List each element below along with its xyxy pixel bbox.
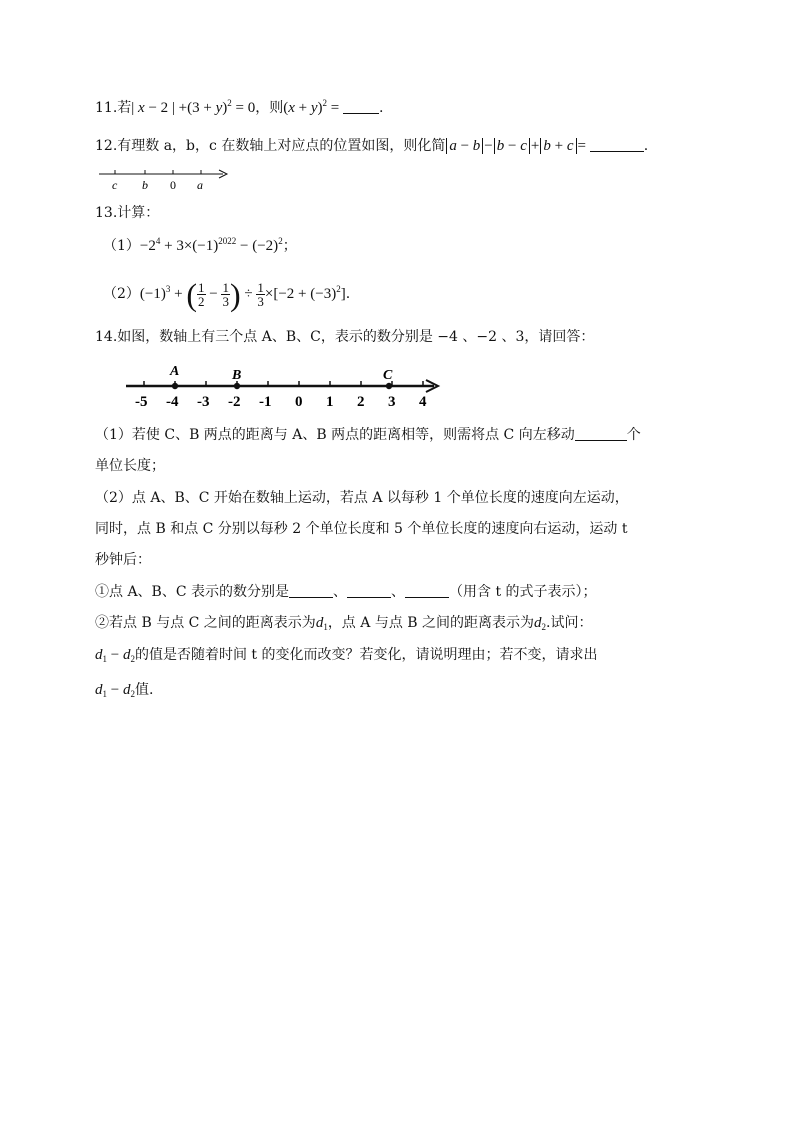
q12-expression: a − b − b − c + b + c = (445, 138, 589, 154)
q14-tick-label-1: -4 (166, 394, 179, 410)
q14-p1-answer-blank[interactable] (575, 426, 627, 441)
q14-s1-blank-c[interactable] (405, 583, 449, 598)
question-14-sub2-line3 (95, 680, 153, 700)
q14-tick-label-6: 1 (326, 394, 334, 410)
question-14-sub2-line2 (95, 645, 598, 665)
q14-s2-text-e: 值. (134, 682, 154, 698)
q14-s2-text-b: ，点 A 与点 B 之间的距离表示为 (327, 615, 535, 631)
question-14-part2-line3: 秒钟后： (95, 552, 151, 568)
q14-s1-suffix: （用含 t 的式子表示）； (449, 584, 597, 600)
q14-s2-text-d: 的值是否随着时间 t 的变化而改变？若变化，请说明理由；若不变，请求出 (134, 647, 598, 663)
q13-part2-expression: $(-1)^3$ + ( $\frac{1}{2}$ − $\frac{1}{3}$ ) ÷ $\frac{1}{3}$ $\times[-2 + (-3)^2]$ (139, 276, 346, 313)
q11-target: $(x + y)^2$ = (283, 98, 344, 116)
q14-s1-blank-b[interactable] (347, 583, 391, 598)
q12-text: 有理数 a，b，c 在数轴上对应点的位置如图，则化简 (117, 138, 446, 154)
q12-label-c: c (112, 178, 118, 192)
question-14-sub2-line1 (95, 613, 592, 633)
q13-part1-expression: $-2^4 + 3\times(-1)^{2022} - (-2)^2$ (139, 236, 283, 254)
q14-label-b: B (232, 368, 242, 383)
q14-s1-prefix: ①点 A、B、C 表示的数分别是 (95, 584, 290, 600)
q14-tick-label-8: 3 (388, 394, 396, 410)
q14-tick-label-4: -1 (259, 394, 272, 410)
question-14-part1-line2: 单位长度； (95, 458, 165, 474)
q14-label-c: C (383, 368, 393, 383)
q12-label-0: 0 (170, 178, 176, 192)
q14-s2-d2: $d_2$ (534, 615, 547, 632)
q14-s2-text-c: .试问： (546, 615, 593, 631)
q14-tick-label-7: 2 (357, 394, 365, 410)
q14-tick-label-0: -5 (135, 394, 148, 410)
q14-s2-text-a: ②若点 B 与点 C 之间的距离表示为 (95, 615, 316, 631)
question-14-part2-line2: 同时，点 B 和点 C 分别以每秒 2 个单位长度和 5 个单位长度的速度向右运动，运动 t (95, 521, 628, 537)
q14-s1-blank-a[interactable] (289, 583, 333, 598)
q14-tick-label-3: -2 (228, 394, 241, 410)
q13-part2-label: （2） (103, 286, 140, 302)
q14-s1-sep2: 、 (391, 584, 406, 600)
q14-s2-diff: $d_1 - d_2$ (95, 647, 135, 664)
question-13-part1: $(1)-2^4 + 3\times(-1)^{2022} - (-2)^2$； (103, 236, 297, 254)
q14-point-a (172, 383, 178, 389)
question-14-part1-line1 (95, 425, 641, 445)
q14-tick-label-5: 0 (295, 394, 303, 410)
q12-label-b: b (142, 178, 148, 192)
q14-number-line (120, 360, 450, 412)
q14-label-a: A (170, 364, 180, 379)
q14-point-c (386, 383, 392, 389)
q14-s2-diff-final: $d_1 - d_2$ (95, 682, 135, 699)
q14-s1-sep1: 、 (333, 584, 348, 600)
q12-number-line (95, 165, 235, 193)
q11-expression: | x − 2 | $+(3 + y)^2 = 0$ (131, 98, 256, 116)
question-14-part2-line1: （2）点 A、B、C 开始在数轴上运动，若点 A 以每秒 1 个单位长度的速度向左运动， (95, 490, 629, 506)
q14-p1-text: （1）若使 C、B 两点的距离与 A、B 两点的距离相等，则需将点 C 向左移动 (95, 427, 575, 443)
q14-s2-d1: $d_1$ (315, 615, 328, 632)
question-13-title: 13.计算： (95, 205, 160, 221)
q14-point-b (234, 383, 240, 389)
q11-answer-blank[interactable] (343, 99, 379, 114)
q14-tick-label-9: 4 (419, 394, 427, 410)
q12-label-a: a (197, 178, 203, 192)
question-14-intro: 14.如图，数轴上有三个点 A、B、C，表示的数分别是 −4 、−2 、3，请回答： (95, 329, 595, 345)
q11-number: 11. (95, 100, 118, 116)
question-12: 12.有理数 a，b，c 在数轴上对应点的位置如图，则化简 a − b − b − c + b + c = . (95, 138, 649, 154)
q11-then: ，则 (255, 100, 284, 116)
q12-number: 12. (95, 138, 118, 154)
q12-answer-blank[interactable] (590, 137, 644, 152)
question-13-part2: $(2)(-1)^3$ + ( $\frac{1}{2}$ − $\frac{1}{3}$ ) ÷ $\frac{1}{3}$ $\times[-2 + (-3)^2]$. (103, 276, 351, 313)
q14-p1-unit: 个 (626, 427, 641, 443)
q13-part1-label: （1） (103, 238, 140, 254)
q14-tick-label-2: -3 (197, 394, 210, 410)
question-14-sub1 (95, 582, 597, 602)
question-11: 11.若| x − 2 | $+(3 + y)^2 = 0$，则$(x + y)^2$ = . (95, 98, 384, 116)
q11-prefix: 若 (117, 100, 132, 116)
